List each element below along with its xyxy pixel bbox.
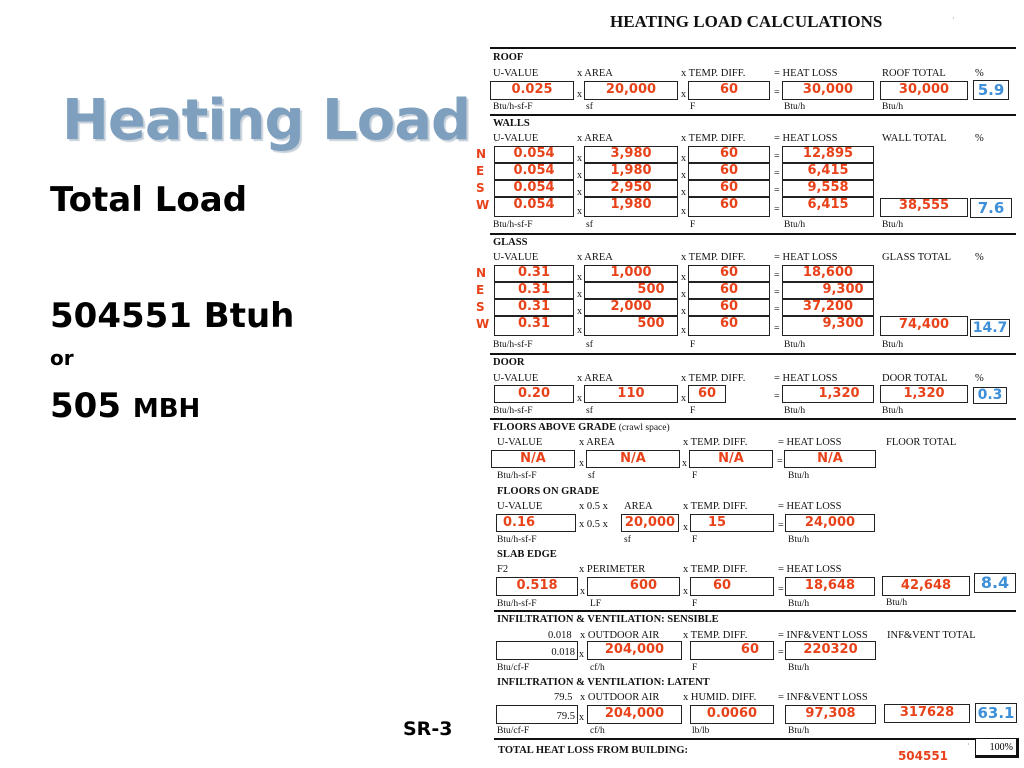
unit-label: Btu/h-sf-F (497, 535, 537, 545)
unit-label: F (692, 471, 698, 481)
unit-label: Btu/cf-F (497, 663, 530, 673)
unit-label: sf (586, 220, 593, 230)
unit-label: lb/lb (692, 726, 710, 736)
wall-e-u-value: 0.054 (494, 163, 574, 180)
multiply-sign: x (577, 170, 582, 181)
glass-n-area: 1,000 (584, 265, 678, 282)
floors-above-h-total: FLOOR TOTAL (886, 437, 957, 448)
unit-label: Btu/h (882, 102, 904, 112)
section-divider (490, 418, 1016, 420)
unit-label: Btu/h (788, 726, 810, 736)
multiply-sign: x (683, 586, 688, 597)
glass-e-u-value: 0.31 (494, 282, 574, 299)
infil-total: 317628 (884, 704, 970, 723)
equals-sign: = (774, 204, 780, 215)
floors-on-grade-h-heatloss: = HEAT LOSS (778, 501, 842, 512)
unit-label: sf (586, 102, 593, 112)
glass-s-heat-loss: 37,200 (782, 299, 874, 316)
multiply-sign: x (682, 458, 687, 469)
infil-h-total: INF&VENT TOTAL (887, 630, 976, 641)
door-h-total: DOOR TOTAL (882, 373, 948, 384)
floors-on-grade-u-value: 0.16 (496, 514, 576, 532)
wall-n-area: 3,980 (584, 146, 678, 163)
roof-u-value: 0.025 (490, 81, 574, 100)
multiply-sign: x (579, 649, 584, 660)
glass-label: GLASS (493, 237, 528, 248)
multiply-sign: x (683, 522, 688, 533)
glass-n-u-value: 0.31 (494, 265, 574, 282)
multiply-sign: x (681, 289, 686, 300)
roof-label: ROOF (493, 52, 524, 63)
unit-label: F (692, 599, 698, 609)
section-divider (490, 114, 1016, 116)
or-label: or (50, 346, 74, 370)
walls-h-uvalue: U-VALUE (493, 133, 539, 144)
glass-s-area: 2,000 (584, 299, 678, 316)
floors-above-h-tempdiff: x TEMP. DIFF. (683, 437, 748, 448)
walls-h-heatloss: = HEAT LOSS (774, 133, 838, 144)
glass-h-heatloss: = HEAT LOSS (774, 252, 838, 263)
unit-label: Btu/h-sf-F (497, 599, 537, 609)
unit-label: sf (586, 406, 593, 416)
floors-on-grade-label: FLOORS ON GRADE (497, 486, 600, 497)
roof-temp-diff: 60 (688, 81, 770, 100)
direction-w: W (476, 317, 490, 331)
glass-e-heat-loss: 9,300 (782, 282, 874, 299)
multiply-sign: x (577, 187, 582, 198)
unit-label: Btu/h (784, 406, 806, 416)
roof-total: 30,000 (880, 81, 968, 100)
unit-label: Btu/h (882, 406, 904, 416)
door-h-area: x AREA (577, 373, 613, 384)
unit-label: Btu/h (788, 471, 810, 481)
glass-h-area: x AREA (577, 252, 613, 263)
multiply-sign: x (577, 206, 582, 217)
wall-w-heat-loss: 6,415 (782, 197, 874, 217)
door-h-tempdiff: x TEMP. DIFF. (681, 373, 746, 384)
wall-s-area: 2,950 (584, 180, 678, 197)
unit-label: F (692, 663, 698, 673)
walls-h-area: x AREA (577, 133, 613, 144)
multiply-sign: x (681, 170, 686, 181)
slab-edge-h-tempdiff: x TEMP. DIFF. (683, 564, 748, 575)
slide-heading: Heating Load (62, 88, 471, 153)
total-load-label: Total Load (50, 180, 248, 220)
wall-s-u-value: 0.054 (494, 180, 574, 197)
equals-sign: = (778, 647, 784, 658)
unit-label: Btu/h-sf-F (493, 220, 533, 230)
equals-sign: = (774, 304, 780, 315)
floors-on-grade-temp-diff: 15 (690, 514, 774, 532)
roof-percent: 5.9 (973, 80, 1009, 100)
section-divider (490, 47, 1016, 49)
infil-percent: 63.1 (975, 703, 1017, 723)
glass-percent: 14.7 (970, 319, 1010, 337)
roof-h-area: x AREA (577, 68, 613, 79)
unit-label: sf (588, 471, 595, 481)
wall-n-temp-diff: 60 (688, 146, 770, 163)
multiply-sign: x (681, 393, 686, 404)
wall-e-temp-diff: 60 (688, 163, 770, 180)
equals-sign: = (774, 323, 780, 334)
btuh-value: 504551 Btuh (50, 296, 295, 336)
glass-h-tempdiff: x TEMP. DIFF. (681, 252, 746, 263)
infil-sensible-h-factor: 0.018 (548, 630, 572, 641)
multiply-sign: x (577, 325, 582, 336)
glass-s-temp-diff: 60 (688, 299, 770, 316)
floors-above-label-text: FLOORS ABOVE GRADE (493, 422, 617, 433)
infil-sensible-temp-diff: 60 (690, 641, 774, 660)
door-percent: 0.3 (973, 387, 1007, 404)
infil-latent-h-loss: = INF&VENT LOSS (778, 692, 868, 703)
unit-label: sf (586, 340, 593, 350)
door-total: 1,320 (880, 385, 968, 403)
mbh-number: 505 (50, 386, 121, 426)
infil-sensible-h-tempdiff: x TEMP. DIFF. (683, 630, 748, 641)
wall-w-area: 1,980 (584, 197, 678, 217)
floors-above-area: N/A (586, 450, 680, 468)
infil-latent-humid-diff: 0.0060 (690, 705, 774, 724)
multiply-sign: x (681, 272, 686, 283)
page-label: SR-3 (403, 718, 453, 740)
equals-sign: = (778, 584, 784, 595)
glass-s-u-value: 0.31 (494, 299, 574, 316)
roof-area: 20,000 (584, 81, 678, 100)
floors-on-grade-h-uvalue: U-VALUE (497, 501, 543, 512)
wall-total: 38,555 (880, 198, 968, 217)
unit-label: Btu/h-sf-F (493, 406, 533, 416)
wall-e-heat-loss: 6,415 (782, 163, 874, 180)
infil-sensible-label: INFILTRATION & VENTILATION: SENSIBLE (497, 614, 719, 625)
slab-edge-u-value: 0.518 (496, 577, 578, 596)
section-divider (490, 353, 1016, 355)
multiply-sign: x (681, 306, 686, 317)
wall-s-temp-diff: 60 (688, 180, 770, 197)
section-divider (494, 610, 1016, 612)
slab-edge-h-f2: F2 (497, 564, 509, 575)
multiply-sign: x (579, 712, 584, 723)
unit-label: Btu/h-sf-F (493, 102, 533, 112)
unit-label: F (690, 340, 696, 350)
wall-e-area: 1,980 (584, 163, 678, 180)
unit-label: Btu/h-sf-F (497, 471, 537, 481)
unit-label: Btu/h (784, 340, 806, 350)
walls-h-pct: % (975, 133, 984, 144)
floors-above-h-area: x AREA (579, 437, 615, 448)
walls-label: WALLS (493, 118, 530, 129)
form-title: HEATING LOAD CALCULATIONS (610, 12, 883, 31)
infil-sensible-loss: 220320 (785, 641, 876, 660)
floors-above-temp-diff: N/A (689, 450, 773, 468)
multiply-sign: x (681, 206, 686, 217)
floors-on-grade-h-factor: x 0.5 x (579, 501, 608, 512)
multiply-sign: x (681, 153, 686, 164)
infil-sensible-factor-box (496, 641, 578, 660)
glass-n-temp-diff: 60 (688, 265, 770, 282)
equals-sign: = (774, 168, 780, 179)
infil-latent-h-humid: x HUMID. DIFF. (683, 692, 757, 703)
glass-e-area: 500 (584, 282, 678, 299)
glass-h-uvalue: U-VALUE (493, 252, 539, 263)
unit-label: cf/h (590, 726, 605, 736)
equals-sign: = (777, 456, 783, 467)
glass-w-area: 500 (584, 316, 678, 336)
multiply-sign: x (577, 393, 582, 404)
direction-s: S (476, 181, 485, 195)
roof-heat-loss: 30,000 (782, 81, 874, 100)
multiply-sign: x (577, 289, 582, 300)
infil-sensible-outdoor-air: 204,000 (587, 641, 682, 660)
floors-above-heat-loss: N/A (784, 450, 876, 468)
floor-total: 42,648 (882, 576, 970, 596)
equals-sign: = (774, 185, 780, 196)
floors-above-note: (crawl space) (618, 423, 670, 433)
glass-w-u-value: 0.31 (494, 316, 574, 336)
direction-w: W (476, 198, 490, 212)
multiply-sign: x (577, 272, 582, 283)
equals-sign: = (774, 287, 780, 298)
multiply-sign: x (577, 153, 582, 164)
unit-label: cf/h (590, 663, 605, 673)
infil-sensible-h-air: x OUTDOOR AIR (580, 630, 660, 641)
unit-label: Btu/h (784, 102, 806, 112)
direction-n: N (476, 147, 487, 161)
wall-w-temp-diff: 60 (688, 197, 770, 217)
floors-above-h-heatloss: = HEAT LOSS (778, 437, 842, 448)
equals-sign: = (774, 391, 780, 402)
wall-n-heat-loss: 12,895 (782, 146, 874, 163)
total-heat-loss-value: 504551 (897, 749, 949, 763)
multiply-sign: x (681, 187, 686, 198)
direction-e: E (476, 164, 485, 178)
slab-edge-heat-loss: 18,648 (785, 577, 875, 596)
infil-latent-h-factor: 79.5 (554, 692, 573, 703)
multiply-sign: x (577, 306, 582, 317)
unit-label: F (690, 102, 696, 112)
infil-latent-h-air: x OUTDOOR AIR (580, 692, 660, 703)
direction-e: E (476, 283, 485, 297)
wall-percent: 7.6 (970, 198, 1012, 218)
slab-edge-temp-diff: 60 (690, 577, 774, 596)
walls-h-total: WALL TOTAL (882, 133, 947, 144)
walls-h-tempdiff: x TEMP. DIFF. (681, 133, 746, 144)
multiply-sign: x (681, 325, 686, 336)
unit-label: Btu/h (882, 340, 904, 350)
door-temp-diff: 60 (688, 385, 726, 403)
unit-label: F (690, 220, 696, 230)
roof-h-pct: % (975, 68, 984, 79)
slab-edge-h-perimeter: x PERIMETER (579, 564, 646, 575)
infil-latent-loss: 97,308 (785, 705, 876, 724)
door-label: DOOR (493, 357, 525, 368)
floor-percent: 8.4 (974, 573, 1016, 593)
slab-edge-perimeter: 600 (587, 577, 680, 596)
unit-label: F (692, 535, 698, 545)
floors-above-h-uvalue: U-VALUE (497, 437, 543, 448)
wall-s-heat-loss: 9,558 (782, 180, 874, 197)
mbh-unit: MBH (132, 394, 201, 424)
infil-latent-outdoor-air: 204,000 (587, 705, 682, 724)
equals-sign: = (774, 87, 780, 98)
glass-e-temp-diff: 60 (688, 282, 770, 299)
door-h-uvalue: U-VALUE (493, 373, 539, 384)
unit-label: LF (590, 599, 602, 609)
unit-label: Btu/h (788, 535, 810, 545)
equals-sign: = (778, 520, 784, 531)
unit-label: Btu/cf-F (497, 726, 530, 736)
glass-n-heat-loss: 18,600 (782, 265, 874, 282)
total-heat-loss-label: TOTAL HEAT LOSS FROM BUILDING: (498, 745, 689, 756)
unit-label: F (690, 406, 696, 416)
door-h-pct: % (975, 373, 984, 384)
door-area: 110 (584, 385, 678, 403)
glass-w-heat-loss: 9,300 (782, 316, 874, 336)
multiply-sign: x (577, 89, 582, 100)
equals-sign: = (774, 151, 780, 162)
slab-edge-label: SLAB EDGE (497, 549, 557, 560)
infil-sensible-factor: 0.018 (551, 647, 575, 658)
total-percent: 100% (975, 738, 1019, 758)
glass-total: 74,400 (880, 316, 968, 336)
unit-label: Btu/h (788, 599, 810, 609)
roof-h-total: ROOF TOTAL (882, 68, 946, 79)
floors-on-grade-factor: x 0.5 x (579, 519, 608, 530)
floors-on-grade-area: 20,000 (621, 514, 679, 532)
roof-h-heatloss: = HEAT LOSS (774, 68, 838, 79)
unit-label: Btu/h (882, 220, 904, 230)
door-heat-loss: 1,320 (782, 385, 874, 403)
floors-on-grade-h-area: AREA (624, 501, 653, 512)
infil-latent-factor: 79.5 (556, 711, 575, 722)
section-divider (490, 233, 1016, 235)
direction-s: S (476, 300, 485, 314)
equals-sign: = (774, 270, 780, 281)
multiply-sign: x (681, 89, 686, 100)
door-h-heatloss: = HEAT LOSS (774, 373, 838, 384)
roof-h-uvalue: U-VALUE (493, 68, 539, 79)
glass-h-total: GLASS TOTAL (882, 252, 952, 263)
floors-on-grade-h-tempdiff: x TEMP. DIFF. (683, 501, 748, 512)
infil-latent-label: INFILTRATION & VENTILATION: LATENT (497, 677, 710, 688)
multiply-sign: x (580, 586, 585, 597)
slab-edge-h-heatloss: = HEAT LOSS (778, 564, 842, 575)
door-u-value: 0.20 (494, 385, 574, 403)
glass-w-temp-diff: 60 (688, 316, 770, 336)
mbh-value (50, 386, 200, 426)
unit-label: Btu/h (788, 663, 810, 673)
floors-on-grade-heat-loss: 24,000 (785, 514, 875, 532)
glass-h-pct: % (975, 252, 984, 263)
direction-n: N (476, 266, 487, 280)
roof-h-tempdiff: x TEMP. DIFF. (681, 68, 746, 79)
section-divider (494, 738, 1016, 740)
infil-sensible-h-loss: = INF&VENT LOSS (778, 630, 868, 641)
wall-w-u-value: 0.054 (494, 197, 574, 217)
wall-n-u-value: 0.054 (494, 146, 574, 163)
multiply-sign: x (579, 458, 584, 469)
unit-label: Btu/h (784, 220, 806, 230)
unit-label: Btu/h (886, 598, 908, 608)
floors-above-label (493, 422, 670, 434)
unit-label: Btu/h-sf-F (493, 340, 533, 350)
infil-latent-factor-box (496, 705, 578, 724)
unit-label: sf (624, 535, 631, 545)
floors-above-u-value: N/A (491, 450, 575, 468)
